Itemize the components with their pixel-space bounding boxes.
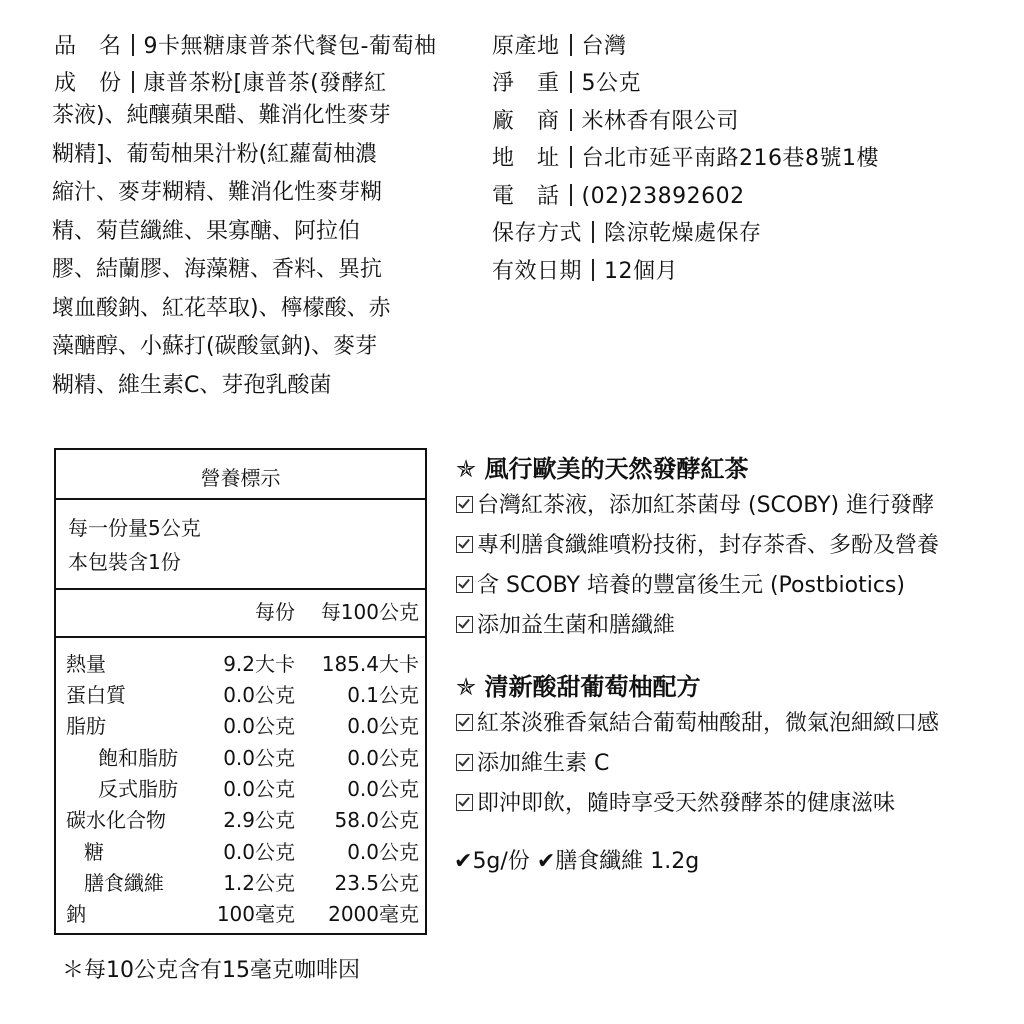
ingredients-line: 藻醣醇、小蘇打(碳酸氫鈉)、麥芽 [52,334,378,359]
feature-heading: ✯ 清新酸甜葡萄柚配方 [456,673,701,701]
ingredients-text [52,97,391,405]
product-name-row [54,29,436,60]
ingredients-line: 精、菊苣纖維、果寡醣、阿拉伯 [52,218,361,244]
nutrient-row [56,836,425,866]
ingredients-label: 成 份 [54,71,122,96]
nutrient-name: 飽和脂肪 [98,746,178,770]
col-per-100g-header: 每100公克 [320,600,419,624]
nutrient-name: 熱量 [66,652,106,676]
checkbox-icon [456,496,473,513]
info-value: 米林香有限公司 [581,109,740,134]
info-label: 淨 重 [492,71,560,96]
serving-size: 每一份量5公克 [68,516,201,540]
shelf-life-row [492,254,678,285]
nutrient-per-100g: 0.1公克 [347,683,419,707]
info-label: 有效日期 [492,259,583,284]
separator [592,221,594,243]
nutrient-row [56,648,425,678]
origin-row [492,29,627,60]
nutrient-row [56,710,425,740]
nutrient-name: 膳食纖維 [84,871,164,895]
nutrient-per-serving: 9.2大卡 [223,652,295,676]
nutrient-name: 蛋白質 [66,683,126,707]
nutrient-name: 脂肪 [66,714,106,738]
nutrient-per-serving: 100毫克 [216,902,295,926]
ingredients-line: 糊精、維生素C、芽孢乳酸菌 [52,372,332,398]
nutrient-per-serving: 2.9公克 [223,808,295,832]
ingredients-line: 膠、結蘭膠、海藻糖、香料、異抗 [52,257,383,282]
manufacturer-row [492,104,739,135]
nutrient-row [56,898,425,928]
feature-item: 添加益生菌和膳纖維 [456,608,675,639]
nutrient-per-serving: 0.0公克 [223,683,295,707]
col-per-serving-header: 每份 [255,600,295,624]
checkbox-icon [456,576,473,593]
feature-item: 含 SCOBY 培養的豐富後生元 (Postbiotics) [456,568,905,599]
info-label: 原產地 [492,34,560,59]
info-value: (02)23892602 [581,184,745,209]
info-value: 12個月 [604,259,679,284]
separator [132,34,134,56]
fiber-badge: 膳食纖維 1.2g [555,849,700,874]
nutrient-name: 糖 [84,840,104,864]
info-label: 廠 商 [492,109,560,134]
nutrient-per-serving: 0.0公克 [223,746,295,770]
net-weight-row [492,66,641,97]
info-value: 陰涼乾燥處保存 [604,221,762,246]
nutrient-per-serving: 0.0公克 [223,840,295,864]
column-header-row [56,596,425,626]
phone-row [492,179,745,210]
feature-item: 即沖即飲，隨時享受天然發酵茶的健康滋味 [456,786,895,817]
checkbox-icon [456,616,473,633]
storage-row [492,216,762,247]
feature-item: 添加維生素 C [456,746,609,777]
nutrient-per-100g: 58.0公克 [334,808,419,832]
ingredients-line: 壞血酸鈉、紅花萃取)、檸檬酸、赤 [52,295,391,321]
nutrient-per-100g: 185.4大卡 [321,652,419,676]
star-icon: ✯ [456,455,477,483]
feature-item: 專利膳食纖維噴粉技術，封存茶香、多酚及營養 [456,528,939,559]
nutrient-per-serving: 0.0公克 [223,714,295,738]
nutrient-per-100g: 2000毫克 [328,902,419,926]
servings-per-package: 本包裝含1份 [68,550,181,574]
address-row [492,141,879,172]
separator [570,184,572,206]
serving-badge: 5g/份 [472,849,530,874]
product-name-value: 9卡無糖康普茶代餐包-葡萄柚 [143,34,437,59]
nutrient-row [56,867,425,897]
ingredients-row [54,66,387,97]
feature-item: 紅茶淡雅香氣結合葡萄柚酸甜，微氣泡細緻口感 [456,706,939,737]
separator [570,109,572,131]
separator [570,34,572,56]
divider [56,636,425,638]
separator [570,71,572,93]
nutrient-row [56,679,425,709]
checkbox-icon [456,714,473,731]
ingredients-line-1: 康普茶粉[康普茶(發酵紅 [143,71,387,96]
nutrient-row [56,804,425,834]
separator [592,259,594,281]
nutrient-name: 鈉 [66,902,86,926]
ingredients-line: 糊精]、葡萄柚果汁粉(紅蘿蔔柚濃 [52,141,378,167]
star-icon: ✯ [456,673,477,701]
info-value: 台北市延平南路216巷8號1樓 [581,146,880,171]
feature-heading: ✯ 風行歐美的天然發酵紅茶 [456,455,749,483]
checkbox-icon [456,794,473,811]
info-value: 5公克 [581,71,642,96]
ingredients-line: 縮汁、麥芽糊精、難消化性麥芽糊 [52,180,383,205]
ingredients-line: 茶液)、純釀蘋果醋、難消化性麥芽 [52,103,391,128]
badge-row [454,844,699,875]
nutrient-per-100g: 23.5公克 [334,871,419,895]
product-name-label: 品 名 [54,34,122,59]
separator [570,146,572,168]
nutrient-per-100g: 0.0公克 [347,840,419,864]
divider [56,588,425,590]
caffeine-footnote: ＊每10公克含有15毫克咖啡因 [62,958,360,983]
nutrient-row [56,742,425,772]
nutrient-per-100g: 0.0公克 [347,746,419,770]
separator [132,71,134,93]
checkbox-icon [456,536,473,553]
info-label: 保存方式 [492,221,583,246]
info-label: 地 址 [492,146,560,171]
nutrient-per-100g: 0.0公克 [347,714,419,738]
nutrient-row [56,773,425,803]
nutrition-facts-table [54,448,427,935]
check-mark-icon: ✔ [454,849,473,874]
nutrient-per-serving: 0.0公克 [223,777,295,801]
nutrient-name: 碳水化合物 [66,808,166,832]
check-mark-icon: ✔ [536,849,556,874]
nutrient-per-serving: 1.2公克 [223,871,295,895]
nutrition-title: 營養標示 [200,466,281,490]
checkbox-icon [456,754,473,771]
info-value: 台灣 [581,34,627,59]
info-label: 電 話 [492,184,560,209]
divider [56,498,425,500]
feature-item: 台灣紅茶液，添加紅茶菌母 (SCOBY) 進行發酵 [456,488,934,519]
nutrient-name: 反式脂肪 [98,777,178,801]
nutrient-per-100g: 0.0公克 [347,777,419,801]
